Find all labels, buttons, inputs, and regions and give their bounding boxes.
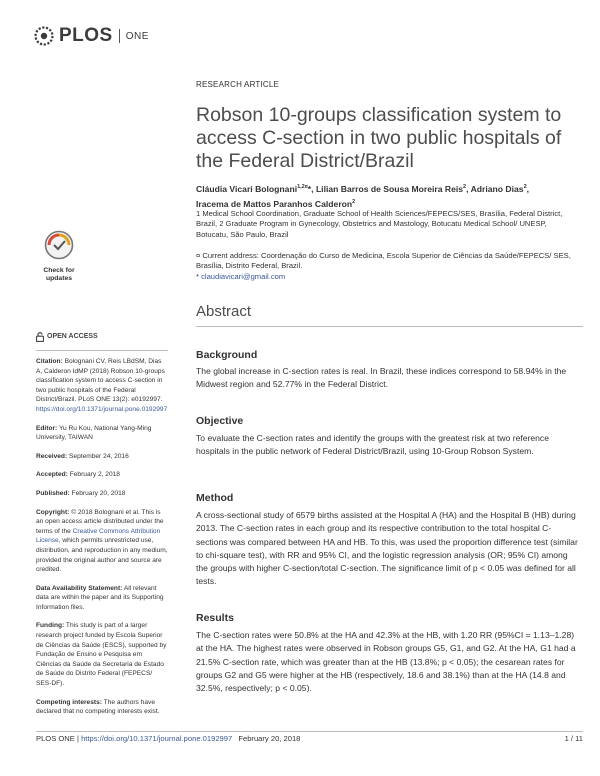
footer-divider bbox=[36, 731, 583, 732]
corresponding-mark: * bbox=[307, 183, 312, 194]
email-mark: * bbox=[196, 272, 199, 281]
author-name[interactable]: Iracema de Mattos Paranhos Calderon bbox=[196, 198, 353, 209]
email-link[interactable]: claudiavicari@gmail.com bbox=[201, 272, 286, 281]
published bbox=[36, 489, 168, 499]
objective-text: To evaluate the C-section rates and identify the groups with the greatest risk at two reference hospitals in the public network of Federal District/Brazil, using 10-Group Robson System. bbox=[196, 433, 550, 457]
copyright-text-end: , which permits unrestricted use, distribution, and reproduction in any medium, provided the original author and source are credited. bbox=[36, 537, 168, 574]
funding bbox=[36, 621, 168, 688]
open-access-label: OPEN ACCESS bbox=[47, 333, 98, 341]
current-address: ¤ Current address: Coordenação do Curso de Medicina, Escola Superior de Ciências da Saúde/FEPECS/ SES, Brasília, Distrito Federal, Brazil. bbox=[196, 251, 571, 271]
funding-text: This study is part of a larger research project funded by Escola Superior de Ciências da Saúde (ESCS), supported by Fundação de Ensino e Pesquisa em Ciências da Saúde da Secretaria de Estado de Saúde do Distrito Federal (FEPECS/ SES-DF). bbox=[36, 622, 167, 688]
author-affil-mark: 2 bbox=[352, 198, 356, 205]
citation-text: Bolognani CV, Reis LBdSM, Dias A, Calderon IdMP (2018) Robson 10-groups classification system to access C-section in two public hospitals of the Federal District/Brazil. PLoS ONE 13(2): e0192997. bbox=[36, 358, 165, 404]
results-heading: Results bbox=[196, 612, 234, 624]
author-affil-mark: 2 bbox=[523, 184, 527, 190]
sidebar-divider bbox=[36, 350, 168, 351]
author-list: Cláudia Vicari Bolognani$^{1,2¤}$*, Lilian Barros de Sousa Moreira Reis$^2$, Adriano Dias$^2$, Iracema de Mattos Paranhos Calderon$^2$ bbox=[196, 183, 530, 209]
open-lock-icon bbox=[36, 332, 44, 342]
check-updates-icon bbox=[44, 230, 74, 260]
journal-name: ONE bbox=[125, 30, 149, 42]
funding-label: Funding: bbox=[36, 622, 65, 630]
results-text: The C-section rates were 50.8% at the HA and 42.3% at the HB, with 1.20 RR (95%CI = 1.13–1.28) at the HA. The highest rates were observed in Robson groups G5, G1, and G2. At the HA, G1 had a 21.5% C-section rate, which was greater than at the HB (13.8%; p < 0.05); the cesarean rates for groups G2 and G5 were higher at the HB (respectively, 18.6 and 38.1%) than at the HA (14.8 and 32.5%, respectively; p < 0.05). bbox=[196, 630, 576, 694]
article-type: RESEARCH ARTICLE bbox=[196, 80, 280, 89]
abstract-divider bbox=[196, 326, 583, 327]
competing-interests bbox=[36, 698, 168, 717]
plos-logo-icon bbox=[33, 25, 55, 47]
background-text: The global increase in C-section rates is real. In Brazil, these indices correspond to 58.94% in the Midwest region and 52.77% in the Federal District. bbox=[196, 366, 567, 390]
competing-text: The authors have declared that no competing interests exist. bbox=[36, 698, 160, 716]
editor-text: Yu Ru Kou, National Yang-Ming University, TAIWAN bbox=[36, 424, 152, 442]
received bbox=[36, 452, 168, 462]
citation-doi-link[interactable]: https://doi.org/10.1371/journal.pone.0192997 bbox=[36, 405, 168, 413]
competing-label: Competing interests: bbox=[36, 698, 102, 706]
data-availability-label: Data Availability Statement: bbox=[36, 584, 123, 592]
logo-divider bbox=[119, 29, 120, 43]
editor-label: Editor: bbox=[36, 424, 58, 432]
article-info-sidebar bbox=[36, 332, 168, 726]
plos-one-logo[interactable] bbox=[33, 25, 149, 47]
copyright-label: Copyright: bbox=[36, 508, 70, 516]
logo-text: PLOS bbox=[59, 25, 113, 46]
background-heading: Background bbox=[196, 349, 258, 361]
author-name[interactable]: Lilian Barros de Sousa Moreira Reis bbox=[315, 183, 464, 194]
received-date: September 24, 2016 bbox=[69, 452, 129, 460]
citation-label: Citation: bbox=[36, 358, 63, 365]
accepted bbox=[36, 470, 168, 480]
open-access-badge bbox=[36, 332, 168, 342]
corresponding-email bbox=[196, 272, 285, 281]
check-label-line1: Check for bbox=[43, 267, 75, 274]
article-title: Robson 10-groups classification system to access C-section in two public hospitals of the Federal District/Brazil bbox=[196, 104, 562, 172]
license-link[interactable]: Creative Commons Attribution License bbox=[36, 527, 161, 545]
published-label: Published: bbox=[36, 489, 70, 497]
citation bbox=[36, 357, 168, 415]
received-label: Received: bbox=[36, 452, 68, 460]
footer-doi-link[interactable]: https://doi.org/10.1371/journal.pone.0192997 bbox=[81, 734, 233, 743]
footer-date: February 20, 2018 bbox=[238, 734, 301, 743]
check-for-updates-badge[interactable] bbox=[36, 230, 82, 286]
footer-sep: | bbox=[76, 734, 79, 743]
accepted-date: February 2, 2018 bbox=[69, 471, 120, 479]
page-number: 1 / 11 bbox=[564, 734, 583, 743]
copyright-text: © 2018 Bolognani et al. This is an open access article distributed under the terms of the bbox=[36, 508, 164, 535]
author-affil-mark: 1,2¤ bbox=[297, 184, 308, 190]
author-name[interactable]: Cláudia Vicari Bolognani bbox=[196, 183, 298, 194]
affiliations: 1 Medical School Coordination, Graduate School of Health Sciences/FEPECS/SES, Brasília, Federal District, Brazil, 2 Graduate Program in Gynecology, Obstetrics and Mastology, Botucatu Medical School/ UNESP, Botucatu, São Paulo, Brazil bbox=[196, 209, 563, 239]
page-footer bbox=[36, 734, 583, 743]
method-heading: Method bbox=[196, 492, 234, 504]
accepted-label: Accepted: bbox=[36, 471, 68, 479]
copyright bbox=[36, 508, 168, 575]
published-date: February 20, 2018 bbox=[71, 489, 126, 497]
abstract-heading: Abstract bbox=[196, 303, 252, 320]
footer-journal: PLOS ONE bbox=[36, 734, 75, 743]
author-name[interactable]: Adriano Dias bbox=[470, 183, 524, 194]
data-availability bbox=[36, 584, 168, 613]
data-availability-text: All relevant data are within the paper and its Supporting Information files. bbox=[36, 584, 164, 611]
editor bbox=[36, 424, 168, 443]
check-label-line2: updates bbox=[45, 275, 73, 282]
author-affil-mark: 2 bbox=[463, 184, 467, 190]
method-text: A cross-sectional study of 6579 births assisted at the Hospital A (HA) and the Hospital B (HB) during 2013. The C-section rates in each group and its respective contribution to the total hospital C-sections was compared between HA and HB. To this, was used the proportion difference test (similar to chi-square test), with RR and 95% CI, and the logistic regression analysis (OR; 95% CI) among the groups with higher C-section/total C-section. The significance limit of p < 0.05 was defined for all tests. bbox=[196, 510, 578, 587]
objective-heading: Objective bbox=[196, 415, 244, 427]
